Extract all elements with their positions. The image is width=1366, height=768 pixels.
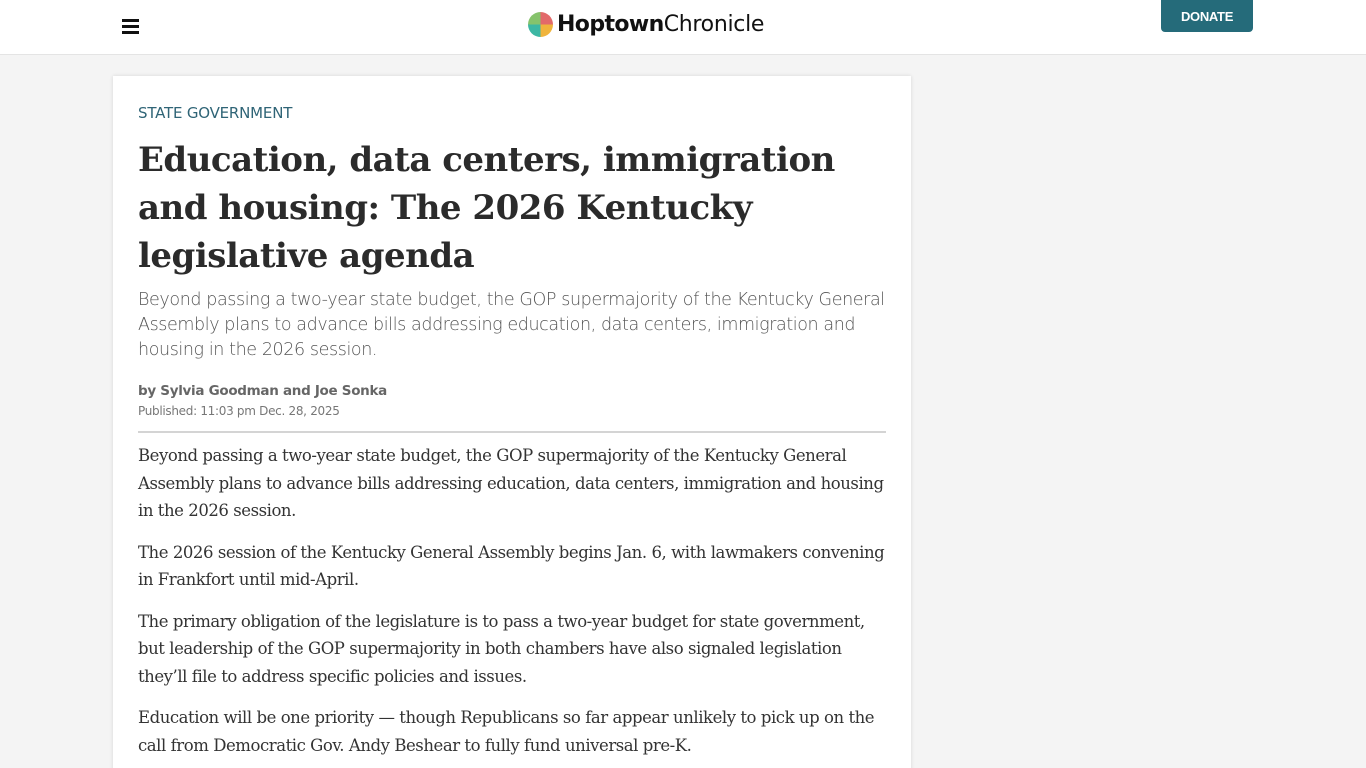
article-headline: Education, data centers, immigration and housing: The 2026 Kentucky legislative agenda (138, 140, 835, 276)
hamburger-menu-icon[interactable] (122, 19, 139, 35)
logo-wordmark (557, 10, 764, 38)
article-body (138, 442, 890, 768)
article-paragraph: Beyond passing a two-year state budget, the GOP supermajority of the Kentucky General Assembly plans to advance bills addressing education, data centers, immigration and housing in the 2026 session. (138, 446, 884, 520)
logo-mark-icon (528, 12, 553, 37)
article-card (113, 76, 911, 768)
category-link[interactable]: STATE GOVERNMENT (138, 104, 293, 122)
site-header (0, 0, 1366, 55)
article-paragraph: Education will be one priority — though Republicans so far appear unlikely to pick up on the call from Democratic Gov. Andy Beshear to fully fund universal pre-K. (138, 708, 875, 755)
byline (138, 383, 387, 399)
logo-text-bold: Hoptown (557, 12, 664, 37)
divider (138, 431, 886, 433)
article-dek: Beyond passing a two-year state budget, the GOP supermajority of the Kentucky General Assembly plans to advance bills addressing education, data centers, immigration and housing in the 2026 session. (138, 290, 885, 360)
byline-prefix: by (138, 383, 156, 399)
published-date: Published: 11:03 pm Dec. 28, 2025 (138, 404, 340, 418)
byline-authors[interactable]: Sylvia Goodman and Joe Sonka (160, 383, 387, 399)
site-logo[interactable] (528, 10, 764, 38)
article-paragraph: The primary obligation of the legislature is to pass a two-year budget for state government, but leadership of the GOP supermajority in both chambers have also signaled legislation they’ll file to address specific policies and issues. (138, 611, 865, 686)
donate-button[interactable]: DONATE (1161, 0, 1253, 32)
logo-text-light: Chronicle (663, 12, 765, 37)
article-paragraph: The 2026 session of the Kentucky General Assembly begins Jan. 6, with lawmakers convening in Frankfort until mid-April. (138, 542, 885, 589)
